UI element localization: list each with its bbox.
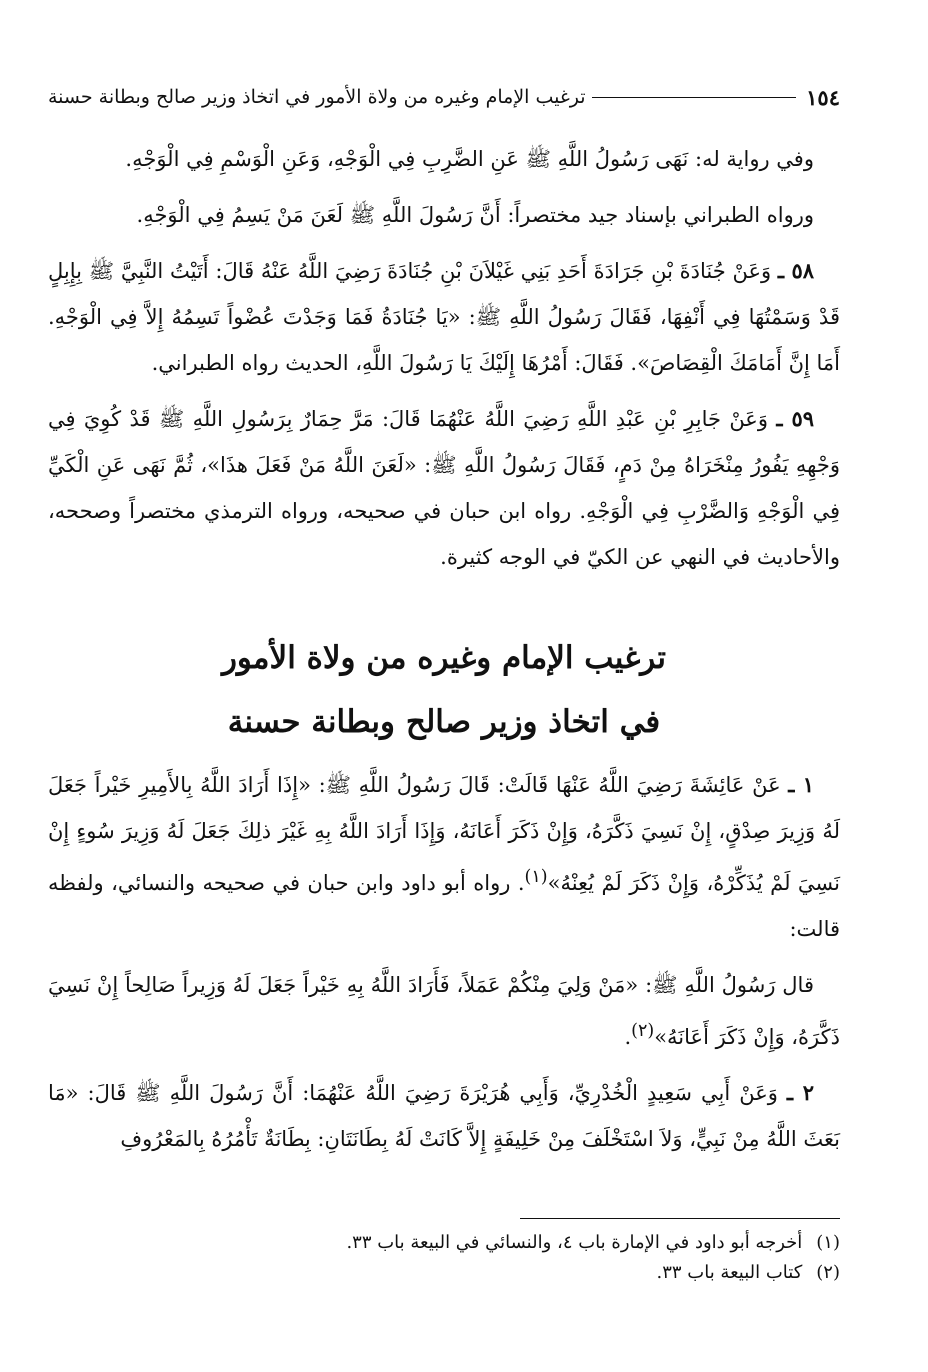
page-number: ١٥٤: [806, 84, 840, 110]
header-rule: [592, 97, 797, 98]
hadith-number: ١ ـ: [788, 772, 814, 797]
paragraph-riwaya: [48, 136, 840, 182]
hadith-text: قال رَسُولُ اللَّهِ ﷺ: «مَنْ وَلِيَ مِنْكُمْ عَمَلاً، فَأَرَادَ اللَّهُ بِهِ خَيْراً جَعَلَ لَهُ وَزِيراً صَالِحاً إِنْ نَسِيَ ذَكَّرَهُ، وَإِنْ ذَكَرَ أَعَانَهُ»: [48, 973, 840, 1049]
hadith-1: [48, 762, 840, 952]
hadith-number: ٢ ـ: [786, 1080, 814, 1105]
page-body: [48, 136, 840, 1172]
hadith-1-variant: [48, 962, 840, 1060]
hadith-text-tail: . رواه أبو داود وابن حبان في صحيحه والنسائي، ولفظه قالت:: [48, 871, 840, 941]
paragraph-text: ورواه الطبراني بإسناد جيد مختصراً: أَنَّ رَسُولَ اللَّهِ ﷺ لَعَنَ مَنْ يَسِمُ فِي الْوَجْهِ.: [136, 203, 814, 227]
running-title: ترغيب الإمام وغيره من ولاة الأمور في اتخاذ وزير صالح وبطانة حسنة: [48, 86, 586, 108]
footnote-separator: [520, 1218, 840, 1219]
running-header: [48, 80, 840, 114]
paragraph-tabarani: [48, 192, 840, 238]
footnote-text: أخرجه أبو داود في الإمارة باب ٤، والنسائي في البيعة باب ٣٣.: [346, 1232, 803, 1253]
section-heading-line-2: في اتخاذ وزير صالح وبطانة حسنة: [227, 704, 661, 740]
footnote-text: كتاب البيعة باب ٣٣.: [656, 1262, 803, 1283]
hadith-text: وَعَنْ أَبِي سَعِيدٍ الْخُدْرِيِّ، وَأَبِي هُرَيْرَةَ رَضِيَ اللَّهُ عَنْهُمَا: أَنَّ رَسُولَ اللَّهِ ﷺ قَالَ: «مَا بَعَثَ اللَّهُ مِنْ نَبِيٍّ، وَلاَ اسْتَخْلَفَ مِنْ خَلِيفَةٍ إِلاَّ كَانَتْ لَهُ بِطَانَتَانِ: بِطَانَةٌ تَأْمُرُهُ بِالمَعْرُوفِ: [48, 1081, 840, 1151]
footnote-number: (٢): [816, 1262, 840, 1283]
hadith-number: ٥٩ ـ: [776, 406, 814, 431]
hadith-text: وَعَنْ جَابِرِ بْنِ عَبْدِ اللَّهِ رَضِيَ اللَّهُ عَنْهُمَا قَالَ: مَرَّ حِمَارٌ بِرَسُولِ اللَّهِ ﷺ قَدْ كُوِيَ فِي وَجْهِهِ يَفُورُ مِنْخَرَاهُ مِنْ دَمٍ، فَقَالَ رَسُولُ اللَّهِ ﷺ: «لَعَنَ اللَّهُ مَنْ فَعَلَ هذَا»، ثُمَّ نَهَى عَنِ الْكَيِّ فِي الْوَجْهِ وَالضَّرْبِ فِي الْوَجْهِ. رواه ابن حبان في صحيحه، ورواه الترمذي مختصراً وصححه، والأحاديث في النهي عن الكيّ في الوجه كثيرة.: [48, 407, 840, 569]
footnote-item: [48, 1258, 840, 1288]
footnote-ref-1[interactable]: (١): [524, 867, 548, 887]
section-heading-line-1: ترغيب الإمام وغيره من ولاة الأمور: [221, 640, 667, 676]
hadith-text-tail: .: [624, 1025, 632, 1049]
hadith-58: [48, 248, 840, 386]
hadith-text: عَنْ عَائِشَةَ رَضِيَ اللَّهُ عَنْهَا قَالَتْ: قَالَ رَسُولُ اللَّهِ ﷺ: «إِذَا أَرَادَ اللَّهُ بِالأَمِيرِ خَيْراً جَعَلَ لَهُ وَزِيرَ صِدْقٍ، إِنْ نَسِيَ ذَكَّرَهُ، وَإِنْ ذَكَرَ أَعَانَهُ، وَإِذَا أَرَادَ اللَّهُ بِهِ غَيْرَ ذلِكَ جَعَلَ لَهُ وَزِيرَ سُوءٍ إِنْ نَسِيَ لَمْ يُذَكِّرْهُ، وَإِنْ ذَكَرَ لَمْ يُعِنْهُ»: [48, 773, 840, 895]
footnote-item: [48, 1228, 840, 1258]
hadith-number: ٥٨ ـ: [777, 258, 814, 283]
hadith-59: [48, 396, 840, 580]
footnote-number: (١): [816, 1232, 840, 1253]
hadith-2: [48, 1070, 840, 1162]
footnotes: [48, 1228, 840, 1288]
paragraph-text: وفي رواية له: نَهَى رَسُولُ اللَّهِ ﷺ عَنِ الضَّرِبِ فِي الْوَجْهِ، وَعَنِ الْوَسْمِ فِي الْوَجْهِ.: [125, 147, 814, 171]
footnote-ref-2[interactable]: (٢): [631, 1021, 655, 1041]
hadith-text: وَعَنْ جُنَادَةَ بْنِ جَرَادَةَ أَحَدِ بَنِي غَيْلاَنَ بْنِ جُنَادَةَ رَضِيَ اللَّهُ عَنْهُ قَالَ: أَتَيْتُ النَّبِيَّ ﷺ بِإِبِلٍ قَدْ وَسَمْتُهَا فِي أَنْفِهَا، فَقَالَ رَسُولُ اللَّهِ ﷺ: «يَا جُنَادَةُ فَمَا وَجَدْتَ عُضْواً تَسِمُهُ إِلاَّ فِي الْوَجْهِ. أَمَا إِنَّ أَمَامَكَ الْقِصَاصَ». فَقَالَ: أَمْرُهَا إِلَيْكَ يَا رَسُولَ اللَّهِ، الحديث رواه الطبراني.: [48, 259, 840, 375]
